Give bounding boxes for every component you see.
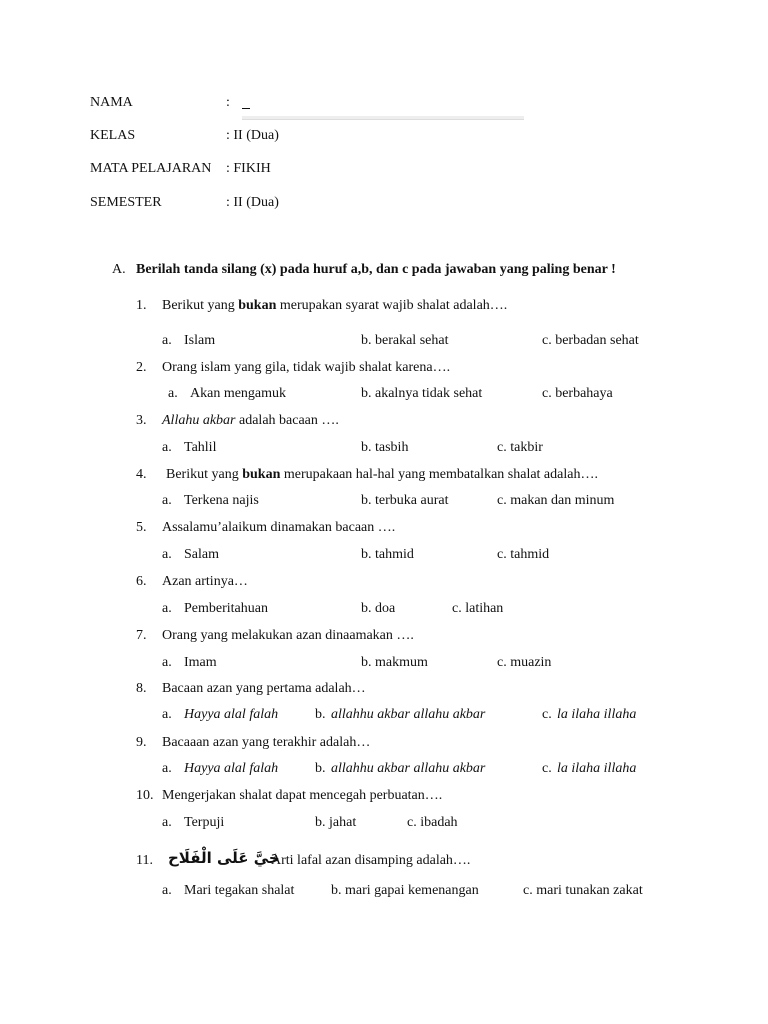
option-b-letter: b. [315, 761, 326, 776]
mapel-value: : FIKIH [226, 161, 271, 176]
option-c: c. berbahaya [542, 386, 613, 401]
option-a-letter: a. [162, 333, 172, 348]
option-a-letter: a. [162, 493, 172, 508]
option-b: b. berakal sehat [361, 333, 449, 348]
option-c: c. makan dan minum [497, 493, 615, 508]
option-b: b. doa [361, 601, 396, 616]
option-a: Imam [184, 655, 217, 670]
question-text: Orang yang melakukan azan dinaamakan …. [162, 628, 414, 643]
option-c: c. ibadah [407, 815, 458, 830]
section-letter: A. [112, 262, 126, 277]
option-a-letter: a. [162, 707, 172, 722]
option-b: allahhu akbar allahu akbar [331, 707, 486, 722]
nama-input-line[interactable] [242, 116, 524, 120]
option-a-letter: a. [162, 761, 172, 776]
question-number: 8. [136, 681, 147, 696]
option-a-letter: a. [162, 883, 172, 898]
option-a-letter: a. [162, 655, 172, 670]
option-c: c. latihan [452, 601, 504, 616]
option-a: Pemberitahuan [184, 601, 268, 616]
option-c: c. takbir [497, 440, 543, 455]
arabic-phrase: حَيَّ عَلَى الْفَلَاح [168, 849, 280, 867]
option-a: Islam [184, 333, 216, 348]
question-text: Arti lafal azan disamping adalah…. [271, 853, 471, 868]
kelas-label: KELAS [90, 128, 136, 143]
option-a: Hayya alal falah [184, 761, 279, 776]
question-text: Azan artinya… [162, 574, 248, 589]
option-b: allahhu akbar allahu akbar [331, 761, 486, 776]
option-c: la ilaha illaha [557, 761, 637, 776]
nama-cursor-mark [242, 108, 250, 109]
option-c: c. muazin [497, 655, 552, 670]
option-c-letter: c. [542, 761, 552, 776]
option-a: Hayya alal falah [184, 707, 279, 722]
question-number: 3. [136, 413, 147, 428]
question-number: 9. [136, 735, 147, 750]
option-a-letter: a. [162, 440, 172, 455]
option-b: b. tahmid [361, 547, 414, 562]
question-number: 4. [136, 467, 147, 482]
mapel-label: MATA PELAJARAN [90, 161, 212, 176]
option-b: b. tasbih [361, 440, 409, 455]
option-b: b. akalnya tidak sehat [361, 386, 483, 401]
option-b: b. mari gapai kemenangan [331, 883, 479, 898]
question-text: Bacaaan azan yang terakhir adalah… [162, 735, 371, 750]
semester-value: : II (Dua) [226, 195, 279, 210]
semester-label: SEMESTER [90, 195, 162, 210]
option-a: Terkena najis [184, 493, 259, 508]
question-number: 6. [136, 574, 147, 589]
option-a: Salam [184, 547, 219, 562]
option-c: la ilaha illaha [557, 707, 637, 722]
question-text: Orang islam yang gila, tidak wajib shalat karena…. [162, 360, 451, 375]
option-c: c. mari tunakan zakat [523, 883, 643, 898]
option-a-letter: a. [162, 547, 172, 562]
question-text: Allahu akbar adalah bacaan …. [162, 413, 339, 428]
question-text: Assalamu’alaikum dinamakan bacaan …. [162, 520, 396, 535]
section-instruction: Berilah tanda silang (x) pada huruf a,b, dan c pada jawaban yang paling benar ! [136, 262, 616, 277]
option-b: b. makmum [361, 655, 428, 670]
option-c: c. tahmid [497, 547, 550, 562]
option-a: Terpuji [184, 815, 225, 830]
question-text: Mengerjakan shalat dapat mencegah perbuatan…. [162, 788, 443, 803]
question-text: Berikut yang bukan merupakan syarat wajib shalat adalah…. [162, 298, 508, 313]
option-a-letter: a. [162, 815, 172, 830]
option-a-letter: a. [162, 601, 172, 616]
question-text: Bacaan azan yang pertama adalah… [162, 681, 366, 696]
option-b-letter: b. [315, 707, 326, 722]
question-number: 11. [136, 853, 153, 868]
question-number: 10. [136, 788, 154, 803]
option-a: Mari tegakan shalat [184, 883, 295, 898]
kelas-value: : II (Dua) [226, 128, 279, 143]
nama-colon: : [226, 95, 230, 110]
nama-label: NAMA [90, 95, 133, 110]
option-c-letter: c. [542, 707, 552, 722]
option-b: b. jahat [315, 815, 357, 830]
option-a-letter: a. [168, 386, 178, 401]
question-number: 1. [136, 298, 147, 313]
option-b: b. terbuka aurat [361, 493, 449, 508]
option-a: Tahlil [184, 440, 217, 455]
question-number: 2. [136, 360, 147, 375]
question-text: Berikut yang bukan merupakaan hal-hal yang membatalkan shalat adalah…. [166, 467, 598, 482]
question-number: 5. [136, 520, 147, 535]
option-c: c. berbadan sehat [542, 333, 639, 348]
option-a: Akan mengamuk [190, 386, 287, 401]
question-number: 7. [136, 628, 147, 643]
